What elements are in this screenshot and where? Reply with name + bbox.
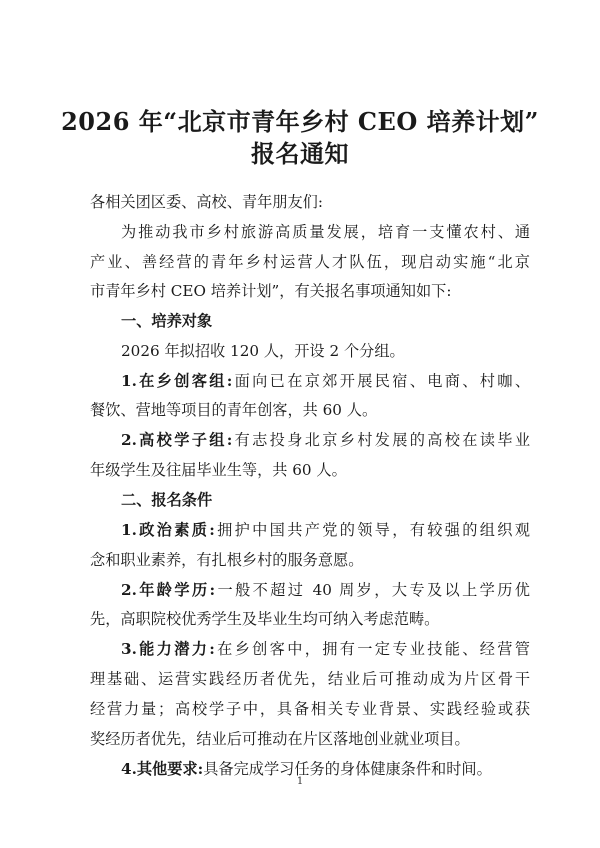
item-label: 2.高校学子组:	[121, 431, 233, 449]
requirement-ability	[121, 639, 530, 659]
item-text: 一般不超过 40 周岁，大专及以上学历优	[215, 581, 530, 599]
group-item-rural-entrepreneurs-cont: 餐饮、营地等项目的青年创客，共 60 人。	[90, 401, 378, 419]
section-heading-training-targets: 一、培养对象	[121, 312, 213, 330]
item-label: 2.年龄学历:	[121, 581, 216, 599]
requirement-ability-cont-3: 奖经历者优先，结业后可推动在片区落地创业就业项目。	[90, 730, 470, 748]
group-item-rural-entrepreneurs	[121, 371, 530, 391]
training-summary: 2026 年拟招收 120 人，开设 2 个分组。	[121, 342, 405, 360]
requirement-ability-cont-2: 经营力量；高校学子中，具备相关专业背景、实践经验或获	[90, 700, 530, 718]
requirement-age-education-cont: 先，高职院校优秀学生及毕业生均可纳入考虑范畴。	[90, 610, 440, 628]
requirement-political	[121, 520, 530, 540]
item-text: 有志投身北京乡村发展的高校在读毕业	[232, 431, 531, 449]
section-heading-requirements: 二、报名条件	[121, 491, 213, 509]
requirement-age-education	[121, 580, 530, 600]
item-label: 1.政治素质:	[121, 521, 215, 539]
salutation: 各相关团区委、高校、青年朋友们:	[90, 193, 323, 211]
intro-line-3: 市青年乡村 CEO 培养计划”，有关报名事项通知如下:	[90, 282, 452, 300]
page-number: 1	[296, 776, 304, 787]
item-label: 4.其他要求:	[121, 760, 204, 778]
intro-line-1: 为推动我市乡村旅游高质量发展，培育一支懂农村、通	[121, 223, 530, 241]
item-text: 面向已在京郊开展民宿、电商、村咖、	[232, 372, 531, 390]
group-item-college-students	[121, 430, 530, 450]
requirement-ability-cont-1: 理基础、运营实践经历者优先，结业后可推动成为片区骨干	[90, 670, 530, 688]
item-text: 具备完成学习任务的身体健康条件和时间。	[203, 760, 492, 778]
group-item-college-students-cont: 年级学生及往届毕业生等，共 60 人。	[90, 461, 347, 479]
document-title-line-1: 2026 年“北京市青年乡村 CEO 培养计划”	[61, 107, 539, 136]
intro-line-2: 产业、善经营的青年乡村运营人才队伍，现启动实施“北京	[90, 253, 530, 271]
document-title-line-2: 报名通知	[251, 139, 349, 168]
item-text: 在乡创客中，拥有一定专业技能、经营管	[214, 640, 530, 658]
item-text: 拥护中国共产党的领导，有较强的组织观	[214, 521, 530, 539]
item-label: 1.在乡创客组:	[121, 372, 233, 390]
requirement-political-cont: 念和职业素养，有扎根乡村的服务意愿。	[90, 551, 364, 569]
item-label: 3.能力潜力:	[121, 640, 215, 658]
